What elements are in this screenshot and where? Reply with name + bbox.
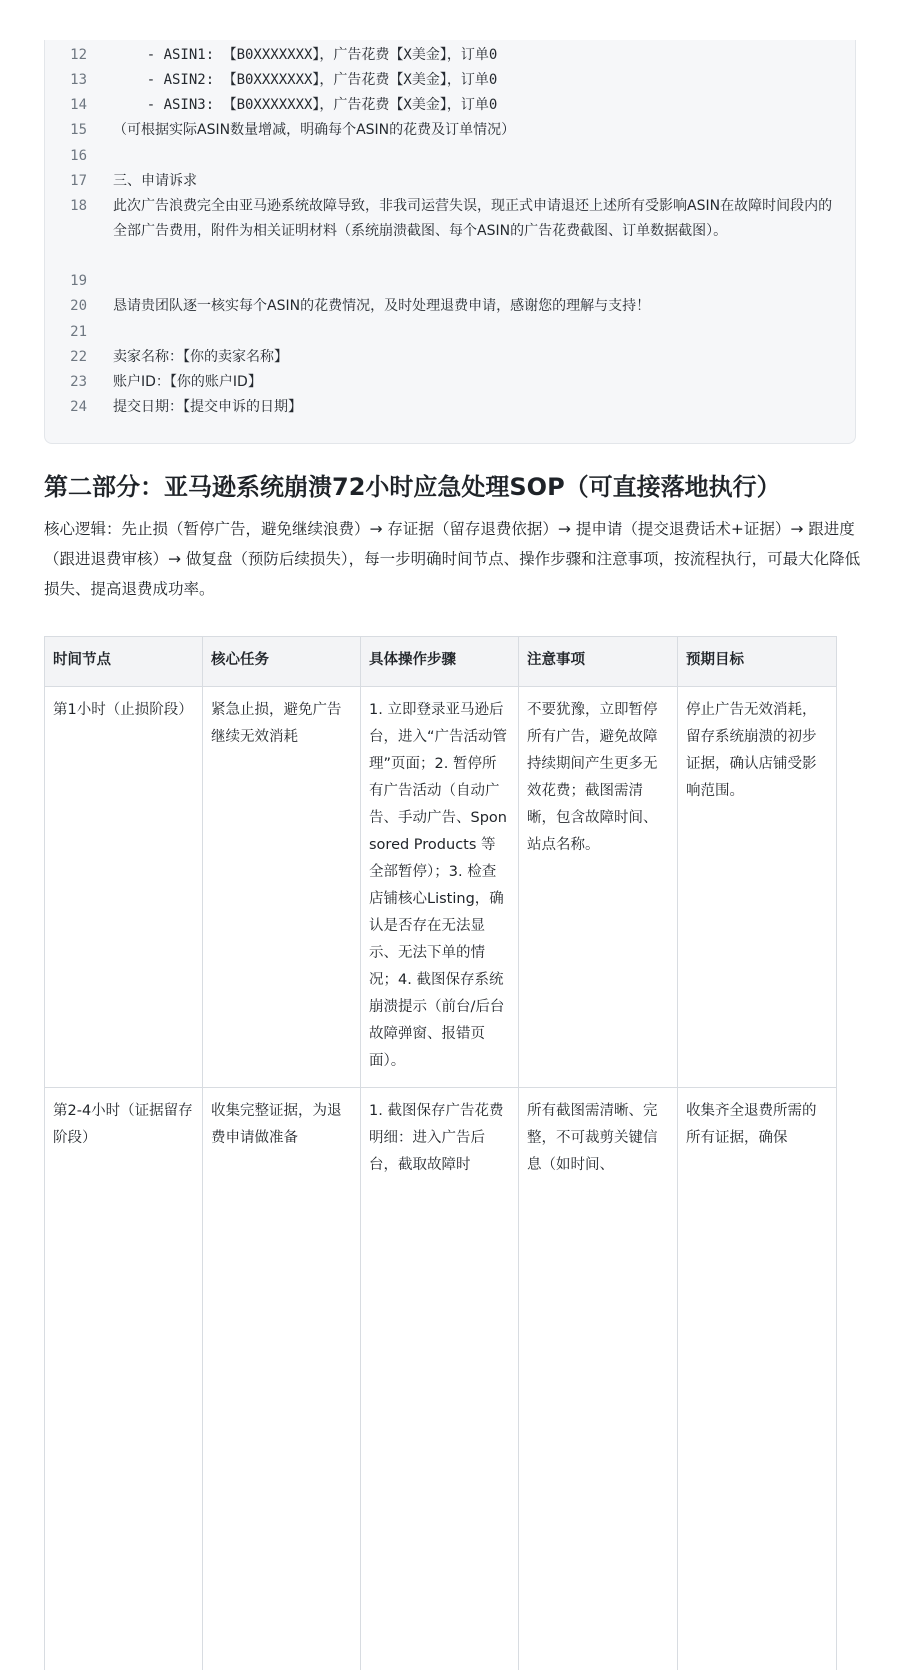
code-line xyxy=(45,294,855,316)
line-number: 21 xyxy=(45,320,87,345)
code-text: - ASIN1: 【B0XXXXXXX】，广告花费【X美金】，订单0 xyxy=(113,43,833,68)
cell-task: 紧急止损，避免广告继续无效消耗 xyxy=(203,687,361,1088)
code-line xyxy=(45,194,855,216)
line-number: 16 xyxy=(45,144,87,169)
table-header-row xyxy=(45,637,837,687)
cell-steps: 1. 截图保存广告花费明细：进入广告后台，截取故障时 xyxy=(361,1088,519,1670)
line-number: 18 xyxy=(45,194,87,219)
line-number: 19 xyxy=(45,269,87,294)
line-number: 12 xyxy=(45,43,87,68)
code-line xyxy=(45,345,855,367)
code-text: 提交日期：【提交申诉的日期】 xyxy=(113,395,833,420)
code-line xyxy=(45,43,855,65)
code-line xyxy=(45,395,855,417)
sop-table xyxy=(44,636,837,1670)
code-text: - ASIN3: 【B0XXXXXXX】，广告花费【X美金】，订单0 xyxy=(113,93,833,118)
line-number: 15 xyxy=(45,118,87,143)
header-time: 时间节点 xyxy=(45,637,203,687)
code-line xyxy=(45,118,855,140)
code-line xyxy=(45,169,855,191)
cell-goal: 收集齐全退费所需的所有证据，确保 xyxy=(678,1088,837,1670)
line-number: 13 xyxy=(45,68,87,93)
code-text: 恳请贵团队逐一核实每个ASIN的花费情况，及时处理退费申请，感谢您的理解与支持！ xyxy=(113,294,833,319)
header-steps: 具体操作步骤 xyxy=(361,637,519,687)
table-row xyxy=(45,687,837,1088)
core-logic-paragraph: 核心逻辑：先止损（暂停广告，避免继续浪费）→ 存证据（留存退费依据）→ 提申请（提交退费话术+证据）→ 跟进度（跟进退费审核）→ 做复盘（预防后续损失），每一步明确时间节点、操作步骤和注意事项，按流程执行，可最大化降低损失、提高退费成功率。 xyxy=(44,514,862,604)
code-text: （可根据实际ASIN数量增减，明确每个ASIN的花费及订单情况） xyxy=(113,118,833,143)
header-goal: 预期目标 xyxy=(678,637,837,687)
cell-steps: 1. 立即登录亚马逊后台，进入“广告活动管理”页面；2. 暂停所有广告活动（自动广告、手动广告、Sponsored Products 等全部暂停）；3. 检查店铺核心Listing，确认是否存在无法显示、无法下单的情况；4. 截图保存系统崩溃提示（前台/后台故障弹窗、报错页面）。 xyxy=(361,687,519,1088)
line-number: 20 xyxy=(45,294,87,319)
header-notes: 注意事项 xyxy=(519,637,678,687)
cell-time: 第2-4小时（证据留存阶段） xyxy=(45,1088,203,1670)
code-text: 此次广告浪费完全由亚马逊系统故障导致，非我司运营失误，现正式申请退还上述所有受影响ASIN在故障时间段内的全部广告费用，附件为相关证明材料（系统崩溃截图、每个ASIN的广告花费截图、订单数据截图）。 xyxy=(113,194,833,243)
line-number: 24 xyxy=(45,395,87,420)
cell-notes: 所有截图需清晰、完整，不可裁剪关键信息（如时间、 xyxy=(519,1088,678,1670)
code-text: 账户ID：【你的账户ID】 xyxy=(113,370,833,395)
code-line xyxy=(45,144,855,166)
cell-notes: 不要犹豫，立即暂停所有广告，避免故障持续期间产生更多无效花费；截图需清晰，包含故障时间、站点名称。 xyxy=(519,687,678,1088)
code-text: - ASIN2: 【B0XXXXXXX】，广告花费【X美金】，订单0 xyxy=(113,68,833,93)
code-line xyxy=(45,269,855,291)
cell-task: 收集完整证据，为退费申请做准备 xyxy=(203,1088,361,1670)
line-number: 17 xyxy=(45,169,87,194)
code-line xyxy=(45,370,855,392)
header-task: 核心任务 xyxy=(203,637,361,687)
code-text: 三、申请诉求 xyxy=(113,169,833,194)
section-title: 第二部分：亚马逊系统崩溃72小时应急处理SOP（可直接落地执行） xyxy=(44,470,864,504)
line-number: 23 xyxy=(45,370,87,395)
code-text: 卖家名称：【你的卖家名称】 xyxy=(113,345,833,370)
line-number: 22 xyxy=(45,345,87,370)
code-line xyxy=(45,93,855,115)
line-number: 14 xyxy=(45,93,87,118)
code-line xyxy=(45,320,855,342)
code-block xyxy=(44,40,856,444)
code-line xyxy=(45,68,855,90)
cell-time: 第1小时（止损阶段） xyxy=(45,687,203,1088)
table-row xyxy=(45,1088,837,1670)
cell-goal: 停止广告无效消耗，留存系统崩溃的初步证据，确认店铺受影响范围。 xyxy=(678,687,837,1088)
